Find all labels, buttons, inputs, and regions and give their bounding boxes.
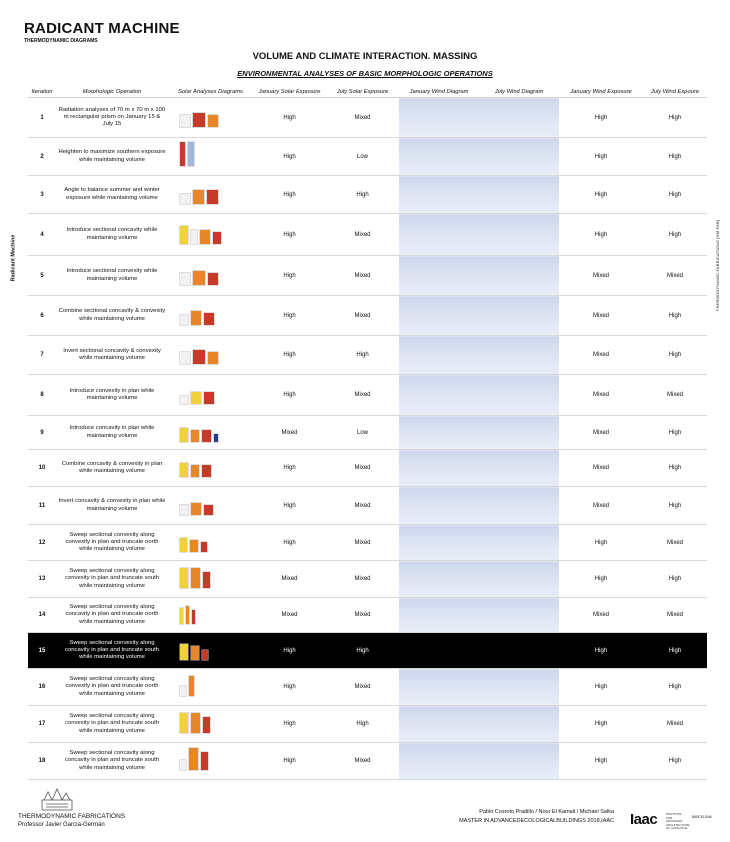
solar-analyses-diagram [168, 416, 253, 450]
iteration-number: 8 [28, 375, 56, 416]
solar-diagram-graphic [170, 454, 251, 482]
solar-diagram-graphic [170, 381, 251, 409]
july-wind-diagram [479, 176, 559, 214]
january-solar-exposure: Mixed [253, 416, 326, 450]
january-wind-diagram [399, 525, 479, 561]
morphologic-operation: Sweep sectional concavity along convexity in plan and truncate north while maintaining volume [56, 669, 168, 706]
july-solar-exposure: Mixed [326, 669, 399, 706]
solar-massing-volume [188, 142, 194, 166]
thermodynamic-fabrications-logo-icon [40, 786, 74, 812]
solar-massing-volume [180, 142, 185, 166]
january-wind-diagram [399, 214, 479, 256]
solar-analyses-diagram [168, 336, 253, 375]
july-wind-diagram [479, 138, 559, 176]
solar-diagram-graphic [170, 637, 251, 665]
footer-authors: Pablo Cosroto Pradillo / Nour El Kamali / Michael Salka [479, 809, 614, 815]
july-wind-exposure: Mixed [643, 256, 707, 296]
solar-massing-volume [180, 226, 188, 244]
iteration-number: 7 [28, 336, 56, 375]
solar-diagram-graphic [170, 747, 251, 775]
solar-massing-volume [202, 430, 211, 442]
solar-massing-volume [191, 713, 200, 733]
january-wind-diagram [399, 450, 479, 487]
january-solar-exposure: High [253, 487, 326, 525]
morphologic-operation: Introduce convexity in plan while maintaining volume [56, 375, 168, 416]
july-wind-diagram [479, 336, 559, 375]
solar-massing-volume [202, 650, 208, 660]
solar-massing-volume [214, 434, 218, 442]
solar-massing-volume [203, 717, 210, 733]
january-wind-exposure: Mixed [559, 256, 643, 296]
january-solar-exposure: High [253, 98, 326, 138]
iteration-number: 3 [28, 176, 56, 214]
july-solar-exposure: Low [326, 416, 399, 450]
table-body [28, 98, 707, 780]
solar-massing-volume [180, 352, 190, 364]
solar-massing-volume [207, 190, 218, 204]
january-solar-exposure: High [253, 450, 326, 487]
january-wind-exposure: High [559, 525, 643, 561]
january-wind-exposure: Mixed [559, 416, 643, 450]
july-solar-exposure: Mixed [326, 375, 399, 416]
january-wind-exposure: High [559, 633, 643, 669]
solar-diagram-graphic [170, 565, 251, 593]
iaac-logo: Iaac [630, 811, 658, 828]
july-wind-exposure: High [643, 336, 707, 375]
july-wind-exposure: High [643, 633, 707, 669]
july-solar-exposure: High [326, 633, 399, 669]
morphologic-operation: Angle to balance summer and winter exposure while maintaining volume [56, 176, 168, 214]
january-wind-diagram [399, 706, 479, 743]
morphologic-operation: Combine sectional concavity & convexity while maintaining volume [56, 296, 168, 336]
iteration-number: 16 [28, 669, 56, 706]
july-solar-exposure: High [326, 176, 399, 214]
solar-massing-volume [189, 748, 198, 770]
solar-diagram-graphic [170, 302, 251, 330]
solar-massing-volume [180, 760, 186, 770]
july-wind-exposure: Mixed [643, 706, 707, 743]
solar-massing-volume [180, 505, 188, 515]
solar-diagram-graphic [170, 104, 251, 132]
solar-massing-volume [191, 646, 199, 660]
july-wind-diagram [479, 669, 559, 706]
solar-massing-volume [180, 273, 190, 285]
january-wind-diagram [399, 98, 479, 138]
morphologic-operation: Sweep sectional concavity along concavity in plan and truncate south while maintaining volume [56, 743, 168, 780]
solar-massing-volume [180, 194, 190, 204]
iteration-number: 5 [28, 256, 56, 296]
solar-analyses-diagram [168, 669, 253, 706]
solar-massing-volume [180, 115, 190, 127]
solar-massing-volume [191, 311, 201, 325]
solar-analyses-diagram [168, 98, 253, 138]
iteration-number: 1 [28, 98, 56, 138]
solar-diagram-graphic [170, 341, 251, 369]
morphologic-operation: Combine concavity & convexity in plan while maintaining volume [56, 450, 168, 487]
solar-massing-volume [208, 115, 218, 127]
solar-massing-volume [191, 568, 200, 588]
table-row [28, 561, 707, 598]
morphologic-operation: Radiation analyses of 70 m x 70 m x 100 m rectangular prism on January 15 & July 15 [56, 98, 168, 138]
january-wind-exposure: Mixed [559, 296, 643, 336]
morphologic-operation: Invert sectional concavity & convexity while maintaining volume [56, 336, 168, 375]
july-wind-diagram [479, 706, 559, 743]
january-wind-diagram [399, 487, 479, 525]
solar-massing-volume [204, 313, 214, 325]
january-solar-exposure: High [253, 375, 326, 416]
january-wind-diagram [399, 138, 479, 176]
solar-massing-volume [186, 606, 189, 624]
solar-massing-volume [201, 752, 208, 770]
solar-massing-volume [193, 350, 205, 364]
table-row [28, 743, 707, 780]
iteration-number: 9 [28, 416, 56, 450]
solar-massing-volume [190, 540, 198, 552]
july-solar-exposure: High [326, 336, 399, 375]
morphologic-operation: Introduce sectional convexity while maintaining volume [56, 256, 168, 296]
solar-massing-volume [191, 230, 197, 244]
brand-subtitle: THERMODYNAMIC DIAGRAMS [24, 38, 98, 44]
july-wind-exposure: High [643, 487, 707, 525]
solar-diagram-graphic [170, 601, 251, 629]
brand-title: RADICANT MACHINE [24, 20, 180, 37]
january-wind-exposure: Mixed [559, 450, 643, 487]
july-solar-exposure: High [326, 706, 399, 743]
january-wind-exposure: High [559, 669, 643, 706]
table-row [28, 214, 707, 256]
solar-analyses-diagram [168, 706, 253, 743]
table-row [28, 598, 707, 633]
solar-diagram-graphic [170, 419, 251, 447]
january-solar-exposure: High [253, 176, 326, 214]
iaac-institute-text: INSTITUTE FOR ADVANCED ARCHITECTURE OF CATALONIA [666, 812, 690, 830]
july-wind-diagram [479, 214, 559, 256]
solar-massing-volume [180, 538, 187, 552]
july-wind-diagram [479, 743, 559, 780]
solar-massing-volume [180, 428, 188, 442]
solar-massing-volume [203, 572, 210, 588]
iteration-number: 6 [28, 296, 56, 336]
july-wind-diagram [479, 561, 559, 598]
iteration-number: 13 [28, 561, 56, 598]
morphologic-operation: Invert concavity & convexity in plan while maintaining volume [56, 487, 168, 525]
iteration-number: 2 [28, 138, 56, 176]
solar-massing-volume [191, 465, 199, 477]
january-wind-diagram [399, 561, 479, 598]
solar-massing-volume [193, 113, 205, 127]
solar-diagram-graphic [170, 529, 251, 557]
solar-diagram-graphic [170, 262, 251, 290]
col-header: July Solar Exposure [326, 86, 399, 98]
morphologic-operation: Heighten to maximize southern exposure while maintaining volume [56, 138, 168, 176]
july-wind-diagram [479, 256, 559, 296]
solar-massing-volume [213, 232, 221, 244]
january-wind-diagram [399, 336, 479, 375]
solar-massing-volume [180, 463, 188, 477]
solar-massing-volume [201, 542, 207, 552]
july-solar-exposure: Mixed [326, 487, 399, 525]
january-wind-diagram [399, 176, 479, 214]
table-row [28, 416, 707, 450]
july-wind-exposure: Mixed [643, 375, 707, 416]
footer-program: MASTER IN ADVANCEDECOLOGICALBUILDINGS 2018,IAAC [459, 818, 614, 824]
solar-analyses-diagram [168, 176, 253, 214]
solar-massing-volume [208, 352, 218, 364]
july-solar-exposure: Mixed [326, 743, 399, 780]
iteration-number: 14 [28, 598, 56, 633]
table-row [28, 669, 707, 706]
solar-analyses-diagram [168, 561, 253, 598]
solar-analyses-diagram [168, 450, 253, 487]
july-wind-diagram [479, 598, 559, 633]
july-wind-exposure: Mixed [643, 525, 707, 561]
morphologic-operation: Introduce concavity in plan while maintaining volume [56, 416, 168, 450]
january-solar-exposure: High [253, 706, 326, 743]
solar-massing-volume [180, 608, 183, 624]
july-wind-diagram [479, 633, 559, 669]
iteration-number: 18 [28, 743, 56, 780]
morphologic-operation: Introduce sectional concavity while maintaining volume [56, 214, 168, 256]
solar-massing-volume [204, 505, 213, 515]
july-wind-exposure: High [643, 296, 707, 336]
table-row [28, 450, 707, 487]
solar-massing-volume [180, 686, 186, 696]
january-solar-exposure: Mixed [253, 598, 326, 633]
july-wind-diagram [479, 296, 559, 336]
solar-massing-volume [191, 392, 201, 404]
header-row [28, 86, 707, 98]
page-subtitle: ENVIRONMENTAL ANALYSES OF BASIC MORPHOLOGIC OPERATIONS [237, 69, 493, 78]
solar-massing-volume [193, 190, 204, 204]
january-solar-exposure: Mixed [253, 561, 326, 598]
july-solar-exposure: Mixed [326, 561, 399, 598]
iteration-number: 11 [28, 487, 56, 525]
table-row [28, 138, 707, 176]
july-wind-exposure: High [643, 416, 707, 450]
solar-analyses-diagram [168, 487, 253, 525]
january-wind-exposure: Mixed [559, 487, 643, 525]
solar-diagram-graphic [170, 492, 251, 520]
solar-massing-volume [180, 713, 188, 733]
january-wind-exposure: High [559, 561, 643, 598]
iaac-city: BARCELONA [692, 815, 712, 819]
col-header: January Wind Exposure [559, 86, 643, 98]
january-solar-exposure: High [253, 669, 326, 706]
solar-diagram-graphic [170, 143, 251, 171]
january-wind-diagram [399, 598, 479, 633]
solar-massing-volume [189, 676, 194, 696]
solar-massing-volume [192, 610, 195, 624]
col-header: Solar Analyses Diagrams [168, 86, 253, 98]
july-wind-exposure: High [643, 176, 707, 214]
july-wind-exposure: High [643, 98, 707, 138]
january-wind-diagram [399, 296, 479, 336]
july-wind-exposure: High [643, 669, 707, 706]
table-row [28, 98, 707, 138]
january-wind-exposure: High [559, 214, 643, 256]
january-solar-exposure: High [253, 633, 326, 669]
solar-analyses-diagram [168, 138, 253, 176]
morphologic-operation: Sweep sectional convexity along concavity in plan and truncate south while maintaining volume [56, 633, 168, 669]
table-row [28, 706, 707, 743]
solar-massing-volume [208, 273, 218, 285]
solar-massing-volume [180, 644, 188, 660]
col-header: Iteration [28, 86, 56, 98]
iteration-number: 17 [28, 706, 56, 743]
solar-analyses-diagram [168, 296, 253, 336]
solar-massing-volume [200, 230, 210, 244]
solar-diagram-graphic [170, 673, 251, 701]
july-wind-diagram [479, 98, 559, 138]
solar-massing-volume [180, 568, 188, 588]
solar-analyses-diagram [168, 214, 253, 256]
analysis-table [28, 86, 707, 780]
solar-massing-volume [204, 392, 214, 404]
col-header: July Wind Expoure [643, 86, 707, 98]
iteration-number: 4 [28, 214, 56, 256]
iteration-number: 12 [28, 525, 56, 561]
january-wind-exposure: Mixed [559, 598, 643, 633]
january-wind-exposure: High [559, 743, 643, 780]
footer-professor: Professor Javier García-Germán [18, 822, 105, 828]
july-wind-diagram [479, 487, 559, 525]
table-row [28, 256, 707, 296]
january-solar-exposure: High [253, 296, 326, 336]
january-wind-exposure: High [559, 176, 643, 214]
solar-analyses-diagram [168, 598, 253, 633]
july-wind-exposure: High [643, 561, 707, 598]
january-wind-exposure: High [559, 706, 643, 743]
side-label-right: THERMODYNAMIC FABRICATIONS [HM·FAB] [715, 219, 721, 312]
solar-analyses-diagram [168, 375, 253, 416]
july-solar-exposure: Mixed [326, 296, 399, 336]
january-solar-exposure: High [253, 138, 326, 176]
july-wind-diagram [479, 416, 559, 450]
july-solar-exposure: Mixed [326, 525, 399, 561]
solar-diagram-graphic [170, 221, 251, 249]
iteration-number: 10 [28, 450, 56, 487]
january-wind-diagram [399, 633, 479, 669]
solar-diagram-graphic [170, 710, 251, 738]
solar-analyses-diagram [168, 633, 253, 669]
january-wind-diagram [399, 256, 479, 296]
table-row [28, 375, 707, 416]
january-wind-diagram [399, 416, 479, 450]
morphologic-operation: Sweep sectional convexity along concavity in plan and truncate north while maintaining volume [56, 598, 168, 633]
july-solar-exposure: Mixed [326, 98, 399, 138]
july-wind-exposure: High [643, 214, 707, 256]
july-wind-diagram [479, 450, 559, 487]
july-wind-diagram [479, 375, 559, 416]
solar-massing-volume [191, 503, 201, 515]
solar-massing-volume [180, 396, 188, 404]
table-row [28, 336, 707, 375]
table-row [28, 525, 707, 561]
side-label-left: Radicant Machine [10, 234, 17, 282]
morphologic-operation: Sweep sectional concavity along convexity in plan and truncate south while maintaining volume [56, 706, 168, 743]
morphologic-operation: Sweep sectional convexity along convexity in plan and truncate south while maintaining volume [56, 561, 168, 598]
july-wind-exposure: Mixed [643, 598, 707, 633]
col-header: Morphologic Operation [56, 86, 168, 98]
january-wind-diagram [399, 743, 479, 780]
july-solar-exposure: Mixed [326, 598, 399, 633]
july-wind-exposure: High [643, 743, 707, 780]
solar-massing-volume [180, 315, 188, 325]
table-row [28, 176, 707, 214]
table-row [28, 487, 707, 525]
table-row [28, 296, 707, 336]
footer-course: THERMODYNAMIC FABRICATIONS [18, 813, 126, 820]
solar-massing-volume [202, 465, 211, 477]
col-header: January Wind Diagram [399, 86, 479, 98]
solar-diagram-graphic [170, 181, 251, 209]
solar-massing-volume [193, 271, 205, 285]
january-solar-exposure: High [253, 336, 326, 375]
iteration-number: 15 [28, 633, 56, 669]
january-wind-diagram [399, 375, 479, 416]
col-header: January Solar Exposure [253, 86, 326, 98]
solar-analyses-diagram [168, 256, 253, 296]
january-wind-exposure: High [559, 98, 643, 138]
solar-analyses-diagram [168, 743, 253, 780]
january-wind-exposure: High [559, 138, 643, 176]
january-wind-exposure: Mixed [559, 375, 643, 416]
july-wind-diagram [479, 525, 559, 561]
page-title: VOLUME AND CLIMATE INTERACTION. MASSING [252, 51, 478, 62]
july-solar-exposure: Mixed [326, 256, 399, 296]
july-wind-exposure: High [643, 450, 707, 487]
july-wind-exposure: High [643, 138, 707, 176]
january-solar-exposure: High [253, 743, 326, 780]
july-solar-exposure: Mixed [326, 214, 399, 256]
col-header: July Wind Diagram [479, 86, 559, 98]
january-solar-exposure: High [253, 525, 326, 561]
january-wind-exposure: Mixed [559, 336, 643, 375]
solar-massing-volume [191, 430, 199, 442]
january-solar-exposure: High [253, 256, 326, 296]
july-solar-exposure: Mixed [326, 450, 399, 487]
morphologic-operation: Sweep sectional convexity along convexity in plan and truncate north while maintaining volume [56, 525, 168, 561]
table-row [28, 633, 707, 669]
january-wind-diagram [399, 669, 479, 706]
july-solar-exposure: Low [326, 138, 399, 176]
january-solar-exposure: High [253, 214, 326, 256]
solar-analyses-diagram [168, 525, 253, 561]
